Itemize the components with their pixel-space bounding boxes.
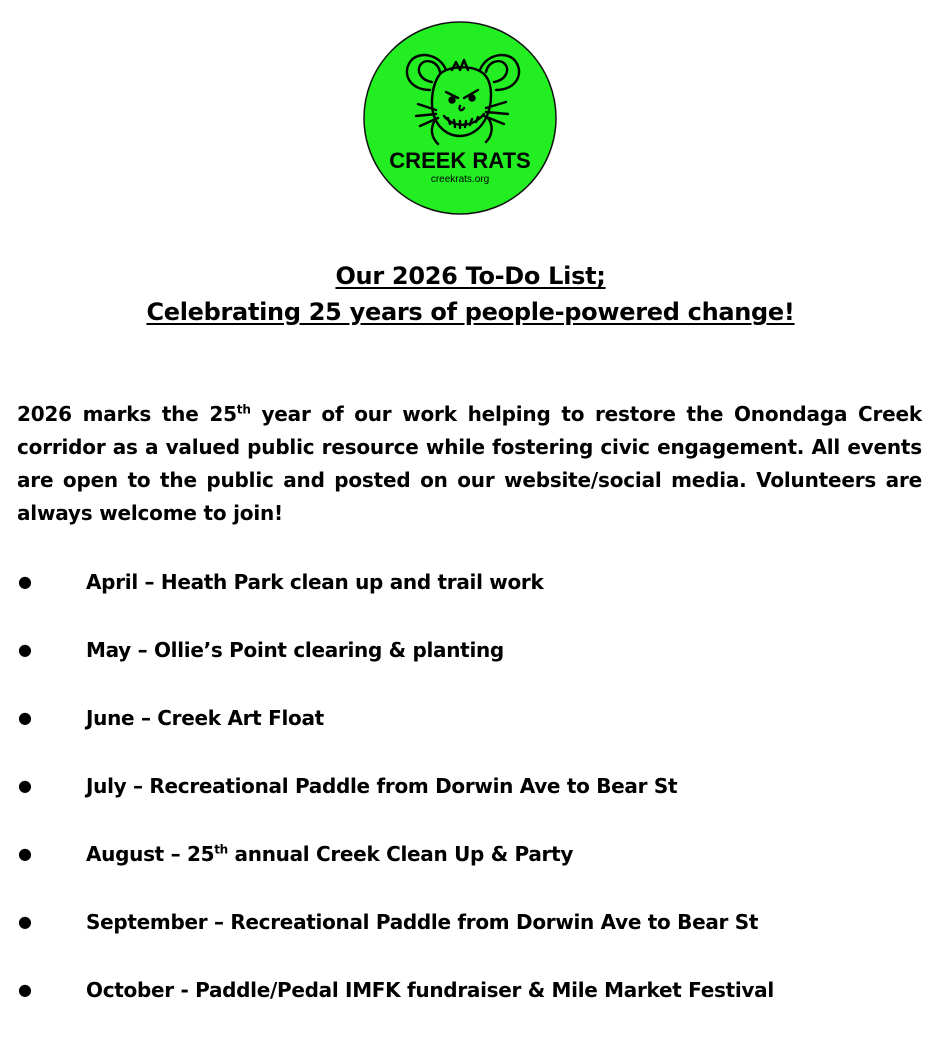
bullet-icon: ● (18, 640, 32, 659)
title-line-2: Celebrating 25 years of people-powered change! (146, 298, 795, 326)
event-text: June – Creek Art Float (86, 706, 324, 730)
bullet-icon: ● (18, 844, 32, 863)
event-list (0, 565, 941, 1041)
page-title (0, 258, 941, 330)
event-item-may (0, 633, 941, 701)
bullet-icon: ● (18, 572, 32, 591)
event-text-post: annual Creek Clean Up & Party (227, 842, 574, 866)
event-item-september (0, 905, 941, 973)
event-text: October - Paddle/Pedal IMFK fundraiser & Mile Market Festival (86, 978, 774, 1002)
event-item-october (0, 973, 941, 1041)
event-item-august (0, 837, 941, 905)
event-text: July – Recreational Paddle from Dorwin Ave to Bear St (86, 774, 678, 798)
title-line-1: Our 2026 To-Do List; (335, 262, 606, 290)
intro-paragraph (17, 398, 922, 530)
intro-superscript: th (236, 402, 251, 417)
logo-website-text: creekrats.org (430, 174, 490, 185)
bullet-icon: ● (18, 980, 32, 999)
bullet-icon: ● (18, 912, 32, 931)
logo-brand-text: CREEK RATS (389, 148, 531, 173)
logo-circle (364, 22, 556, 214)
event-text: April – Heath Park clean up and trail work (86, 570, 544, 594)
event-text: May – Ollie’s Point clearing & planting (86, 638, 504, 662)
intro-part-1: 2026 marks the 25 (17, 402, 237, 426)
event-item-july (0, 769, 941, 837)
creek-rats-logo-graphic (360, 18, 560, 218)
event-text (86, 837, 573, 871)
event-item-april (0, 565, 941, 633)
event-text-pre: August – 25 (86, 842, 215, 866)
event-superscript: th (214, 842, 228, 857)
event-item-june (0, 701, 941, 769)
intro-part-2: year of our work helping to restore the Onondaga Creek corridor as a valued public resource while fostering civic engagement. All events are open to the public and posted on our website/social media. Volunteers are always welcome to join! (17, 402, 922, 525)
event-text: September – Recreational Paddle from Dorwin Ave to Bear St (86, 910, 759, 934)
bullet-icon: ● (18, 708, 32, 727)
bullet-icon: ● (18, 776, 32, 795)
creek-rats-logo (360, 18, 560, 218)
